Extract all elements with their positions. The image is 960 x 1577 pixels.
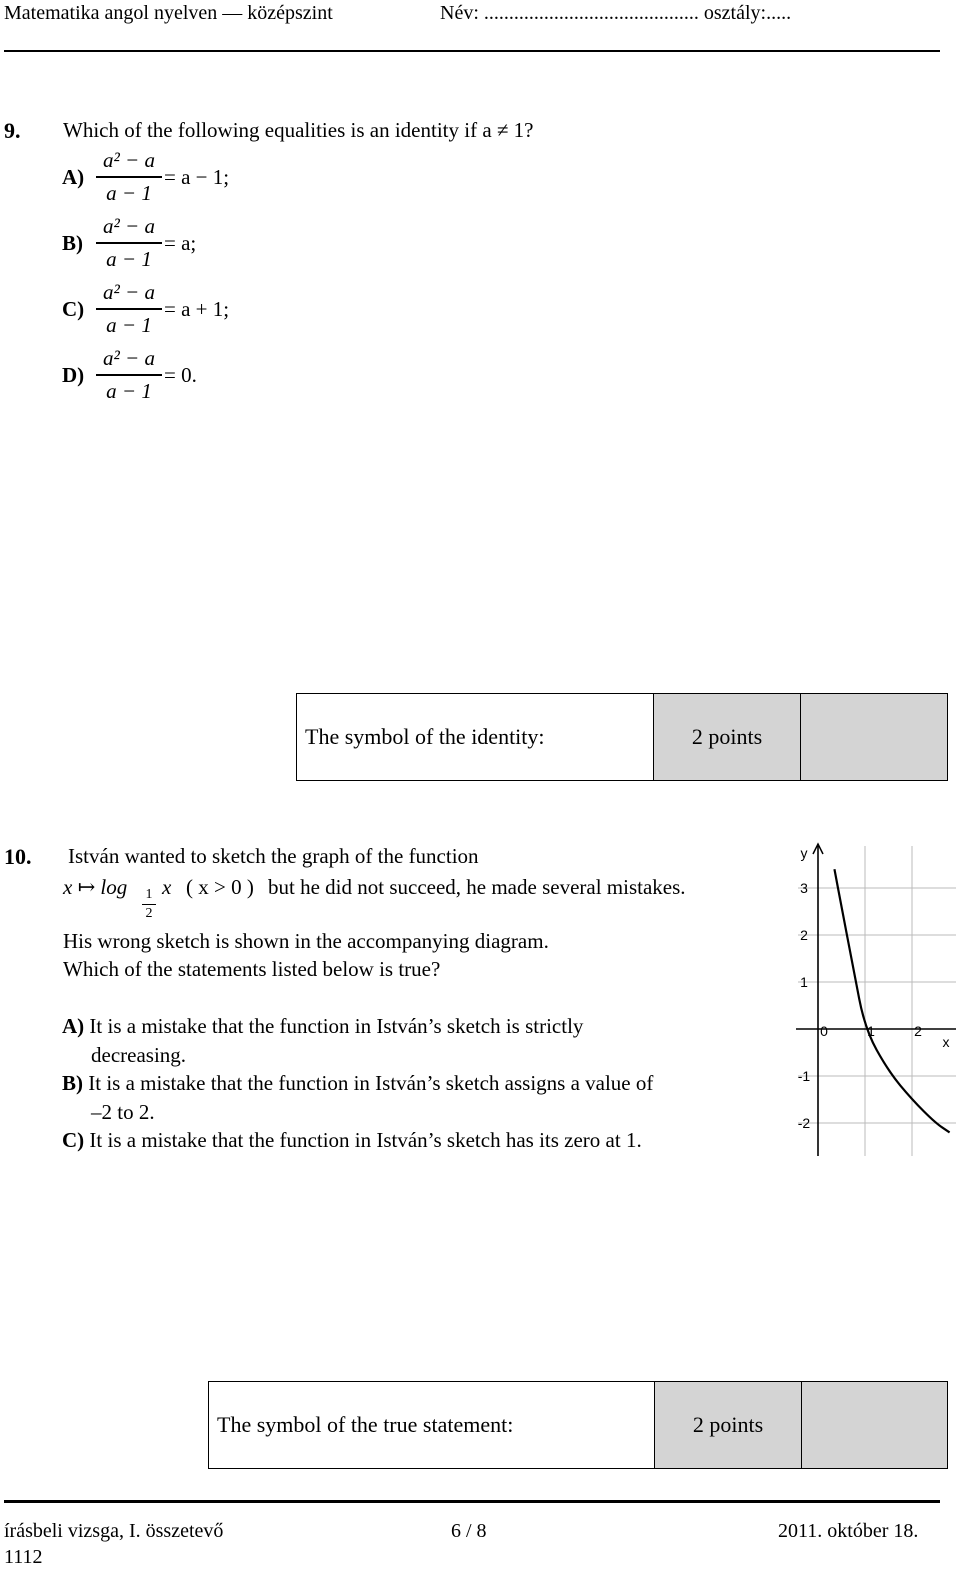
q9-option-letter: C) [62, 297, 85, 321]
y-tick-label: 1 [800, 974, 808, 990]
q10-option [62, 1014, 583, 1039]
q10-line3: His wrong sketch is shown in the accompanying diagram. [63, 929, 549, 953]
x-axis-label: x [942, 1034, 950, 1050]
q9-option-rhs: = a − 1; [164, 165, 230, 189]
q10-score-cell[interactable] [802, 1382, 947, 1468]
q10-answer-box [208, 1381, 948, 1469]
q9-fraction-numerator: a² − a [103, 346, 155, 370]
q10-points: 2 points [655, 1382, 802, 1468]
log-graph [790, 838, 956, 1160]
q9-answer-label: The symbol of the identity: [297, 694, 654, 780]
q9-option-rhs: = a; [164, 231, 197, 255]
y-axis-label: y [800, 845, 808, 861]
q9-fraction-denominator: a − 1 [106, 378, 152, 403]
footer-rule [4, 1500, 940, 1503]
q10-line4: Which of the statements listed below is true? [63, 957, 441, 981]
q10-line2: but he did not succeed, he made several mistakes. [268, 875, 686, 899]
q10-option-text-cont: decreasing. [91, 1043, 187, 1067]
q10-option-text-cont: –2 to 2. [91, 1100, 155, 1124]
q9-fraction-denominator: a − 1 [106, 312, 152, 337]
header-subject: Matematika angol nyelven — középszint [4, 2, 333, 24]
q10-function [63, 875, 127, 900]
graph-axes [796, 844, 956, 1156]
q10-option [62, 1128, 642, 1153]
q10-domain: ( x > 0 ) [186, 875, 254, 899]
q9-points: 2 points [654, 694, 801, 780]
q9-fraction-denominator: a − 1 [106, 180, 152, 205]
x-tick-label: 0 [820, 1023, 828, 1039]
q10-option-letter: C) [62, 1128, 85, 1152]
q9-answer-box [296, 693, 948, 781]
y-tick-label: -1 [797, 1068, 811, 1084]
q10-option-text: It is a mistake that the function in István’s sketch is strictly [89, 1014, 584, 1038]
footer-left: írásbeli vizsga, I. összetevő [4, 1520, 224, 1542]
footer-page: 6 / 8 [451, 1520, 487, 1542]
q10-option-text: It is a mistake that the function in István’s sketch has its zero at 1. [89, 1128, 642, 1152]
header-rule [4, 50, 940, 52]
q10-option-letter: B) [62, 1071, 83, 1095]
q10-log-base-num: 1 [145, 887, 153, 902]
q9-fraction-numerator: a² − a [103, 214, 155, 238]
graph-grid [798, 846, 956, 1156]
q9-option-letter: A) [62, 165, 85, 189]
header-name-field: Név: ........................................... osztály:..... [440, 2, 792, 24]
q10-func-arg: x [162, 875, 172, 899]
q10-option-text: It is a mistake that the function in István’s sketch assigns a value of [88, 1071, 654, 1095]
q9-fraction-numerator: a² − a [103, 280, 155, 304]
q10-answer-label: The symbol of the true statement: [209, 1382, 655, 1468]
q9-fraction-denominator: a − 1 [106, 246, 152, 271]
x-tick-label: 1 [867, 1023, 875, 1039]
q10-number: 10. [4, 844, 32, 869]
q9-fraction-numerator: a² − a [103, 148, 155, 172]
y-tick-label: -2 [797, 1115, 811, 1131]
q9-option-letter: B) [62, 231, 83, 255]
q9-option-fraction [96, 214, 162, 272]
q10-log-base-den: 2 [145, 906, 153, 921]
q9-option-fraction [96, 346, 162, 404]
q9-option-fraction [96, 148, 162, 206]
footer-code: 1112 [4, 1546, 43, 1568]
q9-number: 9. [4, 118, 21, 143]
q10-option [62, 1071, 653, 1096]
y-tick-label: 2 [800, 927, 808, 943]
q9-score-cell[interactable] [801, 694, 947, 780]
q9-option-rhs: = 0. [164, 363, 197, 387]
q10-line1: István wanted to sketch the graph of the function [68, 844, 479, 868]
q9-option-fraction [96, 280, 162, 338]
y-tick-label: 3 [800, 880, 808, 896]
footer-date: 2011. október 18. [778, 1520, 919, 1542]
graph-curve [834, 869, 949, 1132]
q10-log-base [142, 888, 156, 921]
q9-option-letter: D) [62, 363, 85, 387]
q10-func-map: x ↦ log [63, 875, 128, 899]
x-tick-label: 2 [914, 1023, 922, 1039]
q9-question: Which of the following equalities is an identity if a ≠ 1? [63, 118, 534, 142]
q10-option-letter: A) [62, 1014, 85, 1038]
q9-option-rhs: = a + 1; [164, 297, 230, 321]
